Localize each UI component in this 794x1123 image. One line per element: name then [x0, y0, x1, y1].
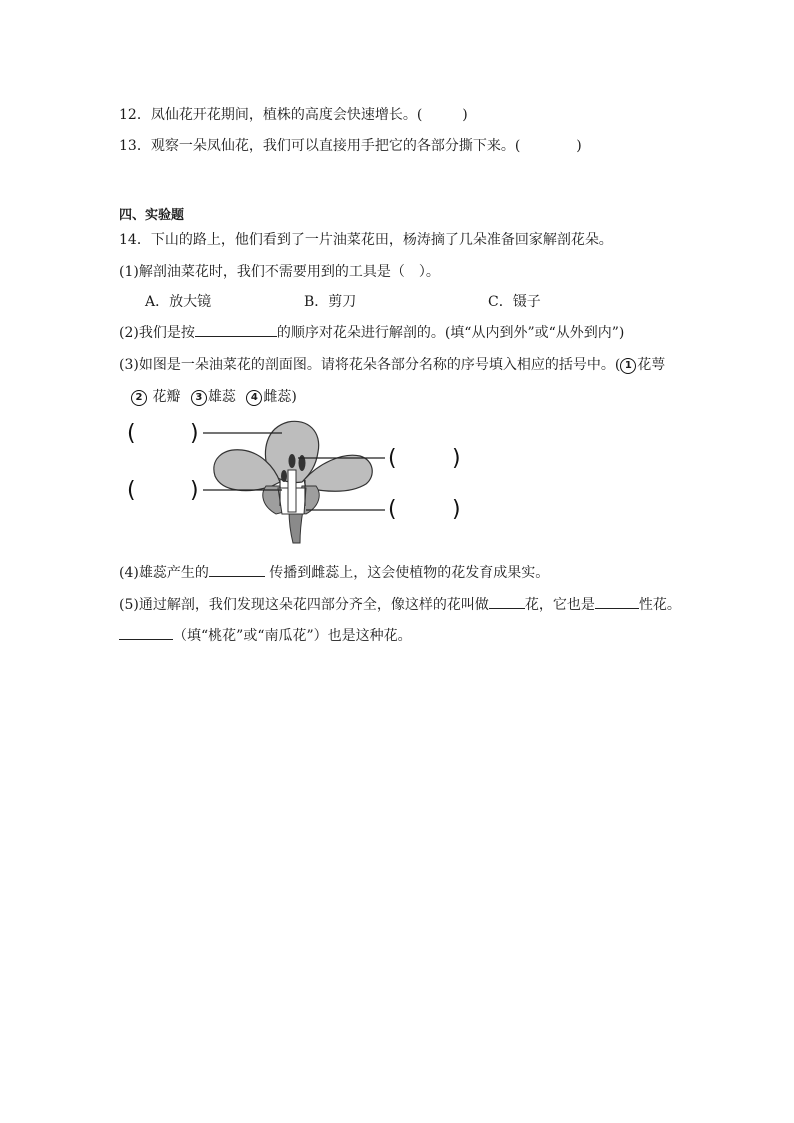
part2-before: (2)我们是按: [119, 325, 195, 341]
bracket-3-open[interactable]: (: [388, 446, 397, 471]
question-13-text: 13．观察一朵凤仙花，我们可以直接用手把它的各部分撕下来。(: [119, 138, 521, 154]
flower-stem: [289, 510, 303, 543]
anther-right: [299, 455, 306, 471]
section-title: 四、实验题: [119, 208, 185, 223]
legend-num-3: 3: [191, 390, 207, 406]
question-12: [119, 104, 468, 124]
question-13: [119, 135, 582, 155]
bracket-1-open[interactable]: (: [127, 421, 136, 446]
part5-blank-1[interactable]: [489, 596, 525, 609]
bracket-4-close: ): [452, 497, 461, 522]
legend-name-3: 雄蕊: [207, 389, 236, 405]
bracket-2-open[interactable]: (: [127, 478, 136, 503]
part4-after: 传播到雌蕊上，这会使植物的花发育成果实。: [264, 565, 550, 581]
option-a: A．放大镜: [145, 294, 212, 310]
question-12-text: 12．凤仙花开花期间，植株的高度会快速增长。(: [119, 107, 423, 123]
part4-blank[interactable]: [209, 564, 265, 577]
question-14-part4: [119, 562, 549, 582]
anther-lower: [281, 470, 287, 482]
part5-before: (5)通过解剖，我们发现这朵花四部分齐全，像这样的花叫做: [119, 597, 489, 613]
question-14-part5: [119, 594, 681, 614]
part5b-after: （填“桃花”或“南瓜花”）也是这种花。: [173, 628, 412, 644]
question-13-close: ): [576, 138, 582, 154]
bracket-2-close: ): [190, 478, 199, 503]
legend-close: ): [291, 389, 297, 405]
legend-name-1: 花萼: [637, 357, 666, 373]
question-14-part1: (1)解剖油菜花时，我们不需要用到的工具是（ ）。: [119, 264, 440, 280]
legend-num-1: 1: [620, 358, 636, 374]
question-14-stem: 14．下山的路上，他们看到了一片油菜花田，杨涛摘了几朵准备回家解剖花朵。: [119, 232, 613, 248]
part4-before: (4)雄蕊产生的: [119, 565, 209, 581]
question-14-part2: [119, 322, 624, 342]
part5-blank-2[interactable]: [595, 596, 639, 609]
part3-legend: [131, 386, 297, 406]
option-b: B．剪刀: [304, 294, 357, 310]
question-14-part3: [119, 354, 665, 374]
part5-after: 性花。: [638, 597, 681, 613]
question-12-close: ): [462, 107, 468, 123]
part2-blank[interactable]: [195, 324, 277, 337]
legend-name-4: 雌蕊: [263, 389, 292, 405]
option-c: C．镊子: [488, 294, 541, 310]
part5-mid: 花，它也是: [524, 597, 595, 613]
part2-after: 的顺序对花朵进行解剖的。(填“从内到外”或“从外到内”): [276, 325, 625, 341]
question-14-part5b: [119, 625, 412, 645]
part3-text: (3)如图是一朵油菜花的剖面图。请将花朵各部分名称的序号填入相应的括号中。(: [119, 357, 621, 373]
bracket-4-open[interactable]: (: [388, 497, 397, 522]
part5-blank-3[interactable]: [119, 627, 173, 640]
legend-name-2: 花瓣: [152, 389, 181, 405]
legend-num-4: 4: [246, 390, 262, 406]
bracket-1-close: ): [190, 421, 199, 446]
anther-left: [289, 454, 296, 468]
bracket-3-close: ): [452, 446, 461, 471]
legend-num-2: 2: [131, 390, 147, 406]
flower-section-diagram: [0, 410, 794, 570]
